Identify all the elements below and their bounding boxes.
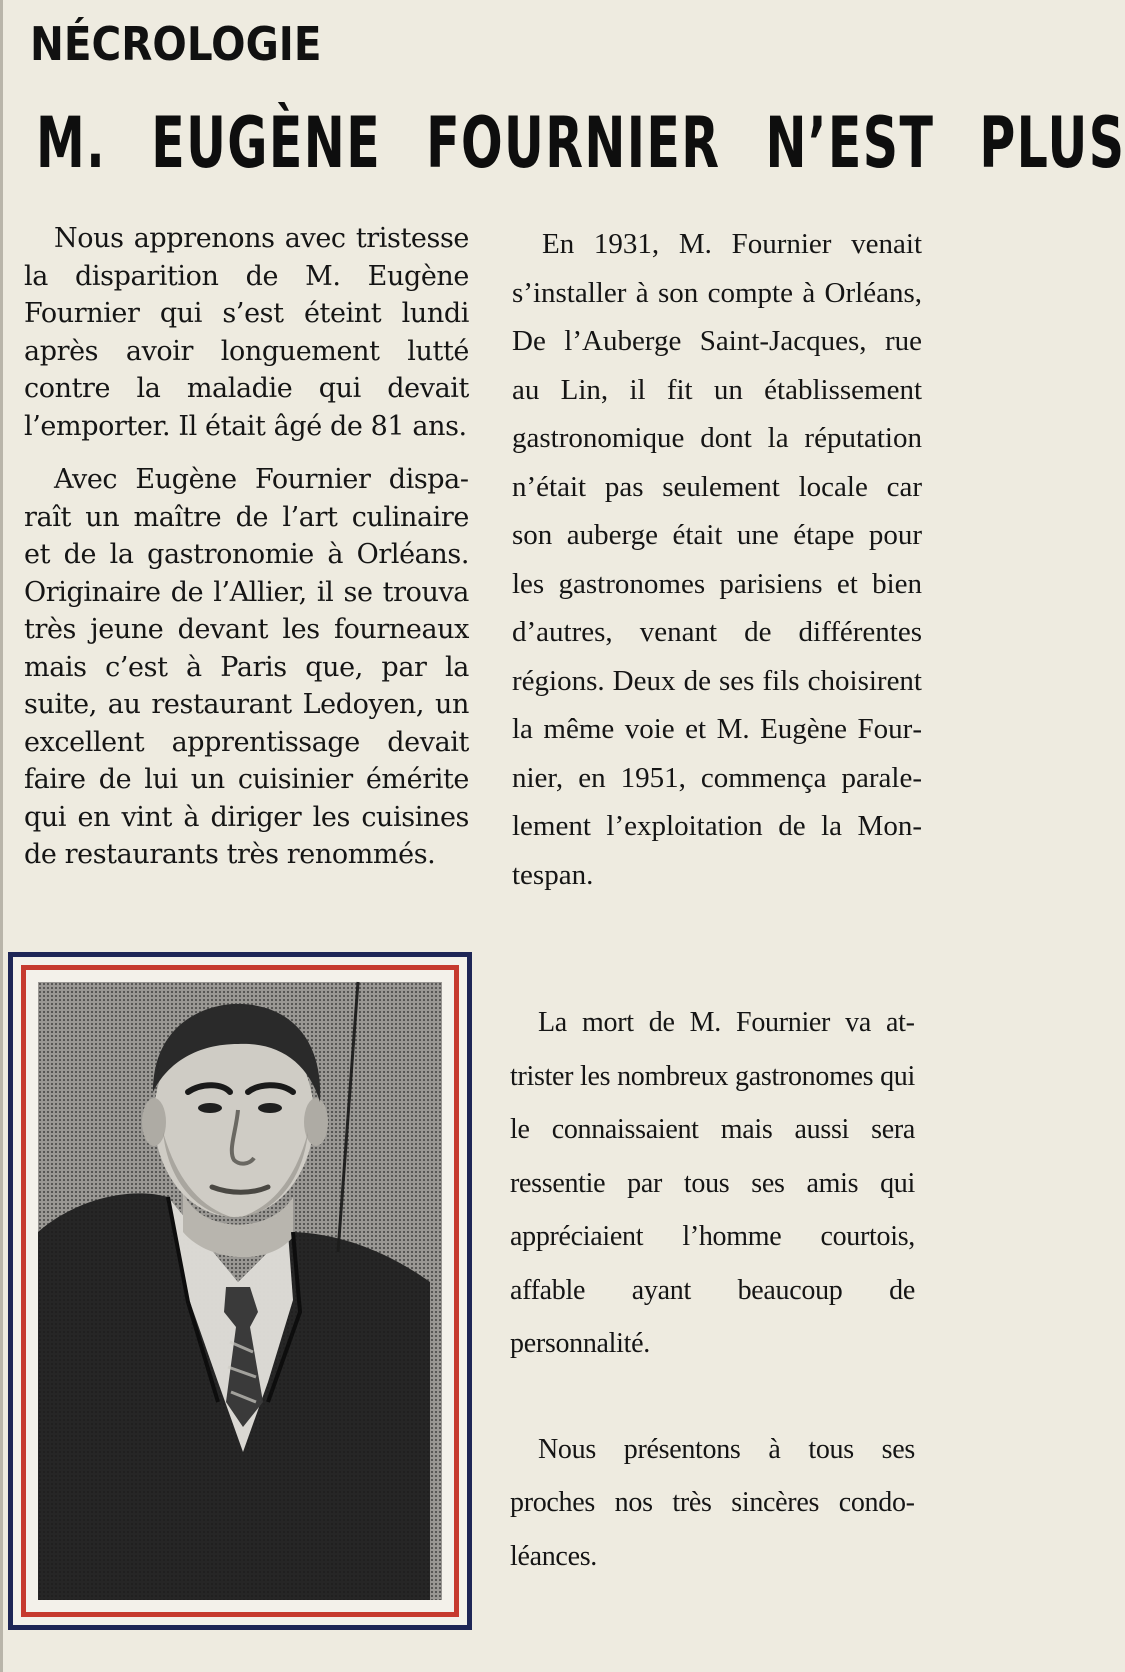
left-paragraph-1: Nous apprenons avec tristesse la disparition de M. Eugène Fournier qui s’est éteint lundi après avoir longuement lutté contre la maladie qui devait l’emporter. Il était âgé de 81 ans. bbox=[24, 223, 469, 442]
section-label: NÉCROLOGIE bbox=[30, 17, 322, 71]
portrait-illustration bbox=[38, 982, 430, 1600]
portrait-frame bbox=[8, 952, 472, 1630]
left-column bbox=[24, 220, 469, 890]
page-edge bbox=[0, 0, 3, 1672]
right-paragraph-1: En 1931, M. Fournier venait s’installer à son compte à Orléans, De l’Auberge Saint-Jacques, rue au Lin, il fit un établissement gastronomique dont la réputation n’était pas seulement locale car son auberge était une étape pour les gastronomes parisiens et bien d’autres, venant de différentes régions. Deux de ses fils choisirent la même voie et M. Eugène Fournier, en 1951, commença paralelement l’exploitation de la Montespan. bbox=[512, 228, 922, 891]
right-paragraph-3: Nous présentons à tous ses proches nos très sincères condoléances. bbox=[510, 1433, 915, 1572]
portrait-frame-red-band bbox=[21, 965, 459, 1617]
left-paragraph-2: Avec Eugène Fournier disparaît un maître de l’art culinaire et de la gastronomie à Orléans. Originaire de l’Allier, il se trouva très jeune devant les fourneaux mais c’est à Paris que, par la suite, au restaurant Ledoyen, un excellent apprentissage devait faire de lui un cuisinier émérite qui en vint à diriger les cuisines de restaurants très renommés. bbox=[24, 464, 469, 870]
portrait-frame-inner-band bbox=[26, 970, 454, 1612]
headline: M. EUGÈNE FOURNIER N’EST PLUS bbox=[36, 102, 1125, 184]
portrait-photo bbox=[38, 982, 442, 1600]
right-paragraph-2: La mort de M. Fournier va attrister les nombreux gastronomes qui le connaissaient mais aussi sera ressentie par tous ses amis qui appréciaient l’homme courtois, affable ayant beaucoup de personnalité. bbox=[510, 1007, 915, 1359]
right-column-lower bbox=[510, 996, 915, 1583]
right-column bbox=[512, 220, 922, 899]
portrait-frame-white-band bbox=[13, 957, 467, 1625]
